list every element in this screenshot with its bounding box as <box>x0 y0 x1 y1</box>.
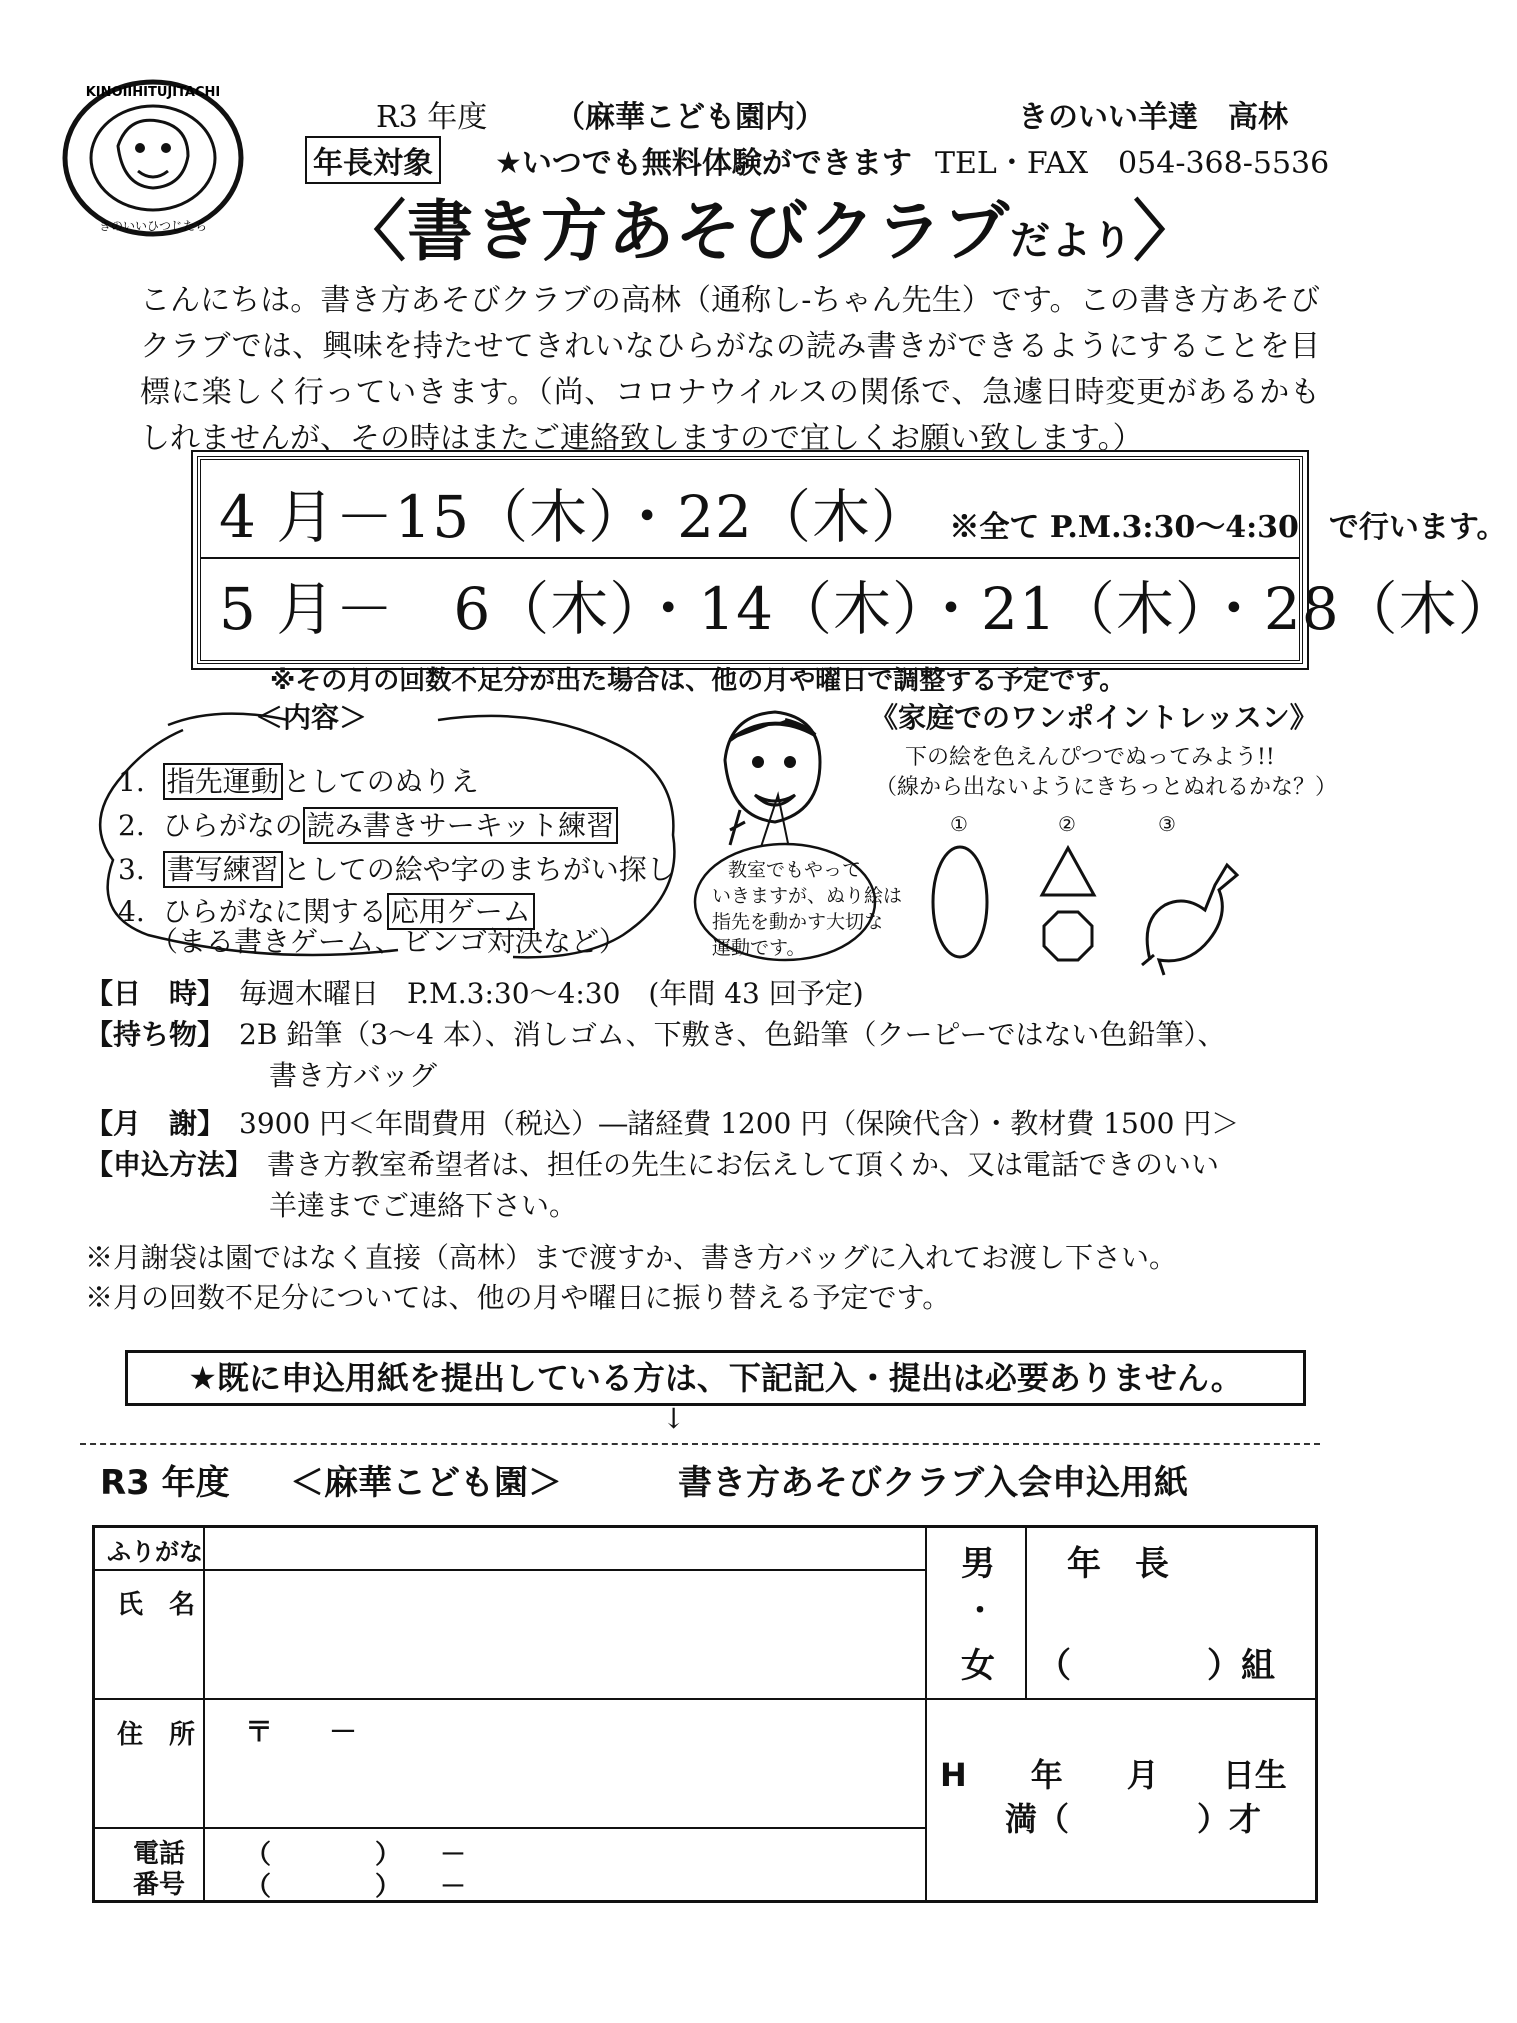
detail-label: 【持ち物】 <box>85 1018 226 1051</box>
coloring-shapes <box>920 840 1260 990</box>
detail-row <box>85 1013 1225 1053</box>
contents-item-post: としての絵や字のまちがい探し <box>282 853 675 886</box>
form-title: 書き方あそびクラブ入会申込用紙 <box>678 1463 1188 1503</box>
detail-row <box>85 1184 577 1224</box>
phone-field-1[interactable]: （ ） － <box>245 1840 467 1870</box>
speech-bubble-line: いきますが、ぬり絵は <box>712 885 903 907</box>
form-year: R3 年度 <box>100 1463 230 1503</box>
contents-item-pre: ひらがなに関する <box>162 895 387 928</box>
phone-field-2[interactable]: （ ） － <box>245 1872 467 1902</box>
header-year: R3 年度 <box>376 100 488 135</box>
note-1: ※月謝袋は園ではなく直接（高林）まで渡すか、書き方バッグに入れてお渡し下さい。 <box>85 1241 1178 1274</box>
birth-date-field[interactable]: H 年 月 日生 <box>940 1756 1287 1794</box>
detail-row <box>85 1102 1239 1142</box>
adjust-note: ※その月の回数不足分が出た場合は、他の月や曜日で調整する予定です。 <box>270 666 1126 696</box>
contents-item <box>118 760 479 800</box>
down-arrow-icon: ↓ <box>662 1402 686 1435</box>
schedule-box <box>197 456 1517 664</box>
speech-bubble-line: 運動です。 <box>712 937 806 959</box>
contents-item-keyword: 書写練習 <box>163 851 283 888</box>
svg-text:KINOIIHITUJITACHI: KINOIIHITUJITACHI <box>85 85 221 100</box>
class-field[interactable]: （ ）組 <box>1037 1646 1275 1686</box>
header-venue: （麻華こども園内） <box>555 100 825 135</box>
furigana-label: ふりがな <box>107 1538 203 1566</box>
contents-item-number: 3. <box>118 853 145 886</box>
svg-text:きのいいひつじたち: きのいいひつじたち <box>98 219 208 233</box>
shape-label-3: ③ <box>1158 812 1176 836</box>
contents-item-number: 4. <box>118 895 145 928</box>
contents-heading: ＜内容＞ <box>255 701 368 734</box>
contents-item-keyword: 指先運動 <box>163 763 283 800</box>
postal-field[interactable]: 〒 － <box>245 1715 358 1748</box>
header-org: きのいい羊達 高林 <box>1018 100 1288 135</box>
club-logo <box>58 76 248 241</box>
contents-item-keyword: 読み書きサーキット練習 <box>303 807 618 844</box>
speech-bubble-line: 教室でもやって <box>728 859 862 881</box>
furigana-field[interactable] <box>207 1528 923 1568</box>
detail-row <box>85 972 864 1012</box>
schedule-may: 5 月－ 6（木）・14（木）・21（木）・28（木） <box>219 575 1517 643</box>
shape-label-1: ① <box>950 812 968 836</box>
schedule-divider <box>201 557 1299 559</box>
address-label: 住 所 <box>117 1720 196 1750</box>
lesson-heading: 《家庭でのワンポイントレッスン》 <box>870 701 1318 734</box>
age-field[interactable]: 満（ ）才 <box>1005 1800 1262 1838</box>
detail-text: 書き方教室希望者は、担任の先生にお伝えして頂くか、又は電話できのいい <box>267 1148 1220 1181</box>
contents-item-keyword: 応用ゲーム <box>387 893 535 930</box>
target-badge: 年長対象 <box>305 136 441 184</box>
already-submitted-banner: ★既に申込用紙を提出している方は、下記記入・提出は必要ありません。 <box>125 1350 1306 1406</box>
name-field[interactable] <box>207 1572 923 1696</box>
phone-label-2: 番号 <box>133 1870 186 1900</box>
contents-item <box>118 848 675 888</box>
contents-item-pre: ひらがなの <box>162 809 303 842</box>
detail-text: 3900 円＜年間費用（税込）―諸経費 1200 円（保険代含）・教材費 1500 円＞ <box>239 1107 1240 1140</box>
detail-text: 2B 鉛筆（3～4 本）、消しゴム、下敷き、色鉛筆（クーピーではない色鉛筆）、 <box>239 1018 1226 1051</box>
note-2: ※月の回数不足分については、他の月や曜日に振り替える予定です。 <box>85 1281 951 1314</box>
application-form <box>92 1525 1318 1903</box>
grade-label: 年 長 <box>1067 1544 1169 1584</box>
octagon-shape <box>1044 912 1092 960</box>
contents-item-post: としてのぬりえ <box>282 765 479 798</box>
tel-fax: TEL・FAX 054-368-5536 <box>935 146 1330 181</box>
detail-label: 【申込方法】 <box>85 1148 254 1181</box>
detail-text: 羊達までご連絡下さい。 <box>269 1189 578 1222</box>
schedule-time-note: ※全て P.M.3:30～4:30 で行います。 <box>949 510 1507 545</box>
intro-paragraph: こんにちは。書き方あそびクラブの高林（通称し-ちゃん先生）です。この書き方あそびクラブでは、興味を持たせてきれいなひらがなの読み書きができるようにすることを目標に楽しく行っていきます。（尚、コロナウイルスの関係で、急遽日時変更があるかもしれませんが、その時はまたご連絡致しますので宜しくお願い致します。） <box>140 283 1320 456</box>
schedule-april: 4 月－15（木）・22（木） ※全て P.M.3:30～4:30 で行います。 <box>219 483 1507 551</box>
oval-shape <box>933 847 987 957</box>
lesson-instruction-1: 下の絵を色えんぴつでぬってみよう!! <box>905 745 1275 770</box>
detail-row <box>85 1143 1219 1183</box>
cut-line <box>80 1443 1320 1445</box>
shape-label-2: ② <box>1058 812 1076 836</box>
contents-item <box>118 804 618 844</box>
gender-male[interactable]: 男 <box>961 1544 995 1584</box>
detail-row <box>85 1054 437 1094</box>
detail-label: 【日 時】 <box>85 977 226 1010</box>
lesson-instruction-2: （線から出ないようにきちっとぬれるかな？） <box>875 775 1338 800</box>
detail-text: 毎週木曜日 P.M.3:30～4:30 (年間 43 回予定) <box>239 977 864 1010</box>
contents-item-number: 2. <box>118 809 145 842</box>
speech-bubble-line: 指先を動かす大切な <box>712 911 884 933</box>
gender-dot: ・ <box>965 1594 995 1629</box>
detail-label: 【月 謝】 <box>85 1107 226 1140</box>
phone-label-1: 電話 <box>133 1839 186 1869</box>
free-trial-text: ★いつでも無料体験ができます <box>495 146 912 181</box>
triangle-shape <box>1042 848 1094 895</box>
name-label: 氏 名 <box>117 1590 196 1620</box>
newsletter-title: 〈書き方あそびクラブだより〉 <box>340 193 1200 270</box>
form-school: ＜麻華こども園＞ <box>290 1463 562 1503</box>
gender-female[interactable]: 女 <box>961 1646 995 1686</box>
bird-shape <box>1142 865 1237 975</box>
detail-text: 書き方バッグ <box>269 1059 438 1092</box>
contents-item-number: 1. <box>118 765 145 798</box>
contents-extra: （まる書きゲーム、ビンゴ対決など） <box>150 925 627 958</box>
